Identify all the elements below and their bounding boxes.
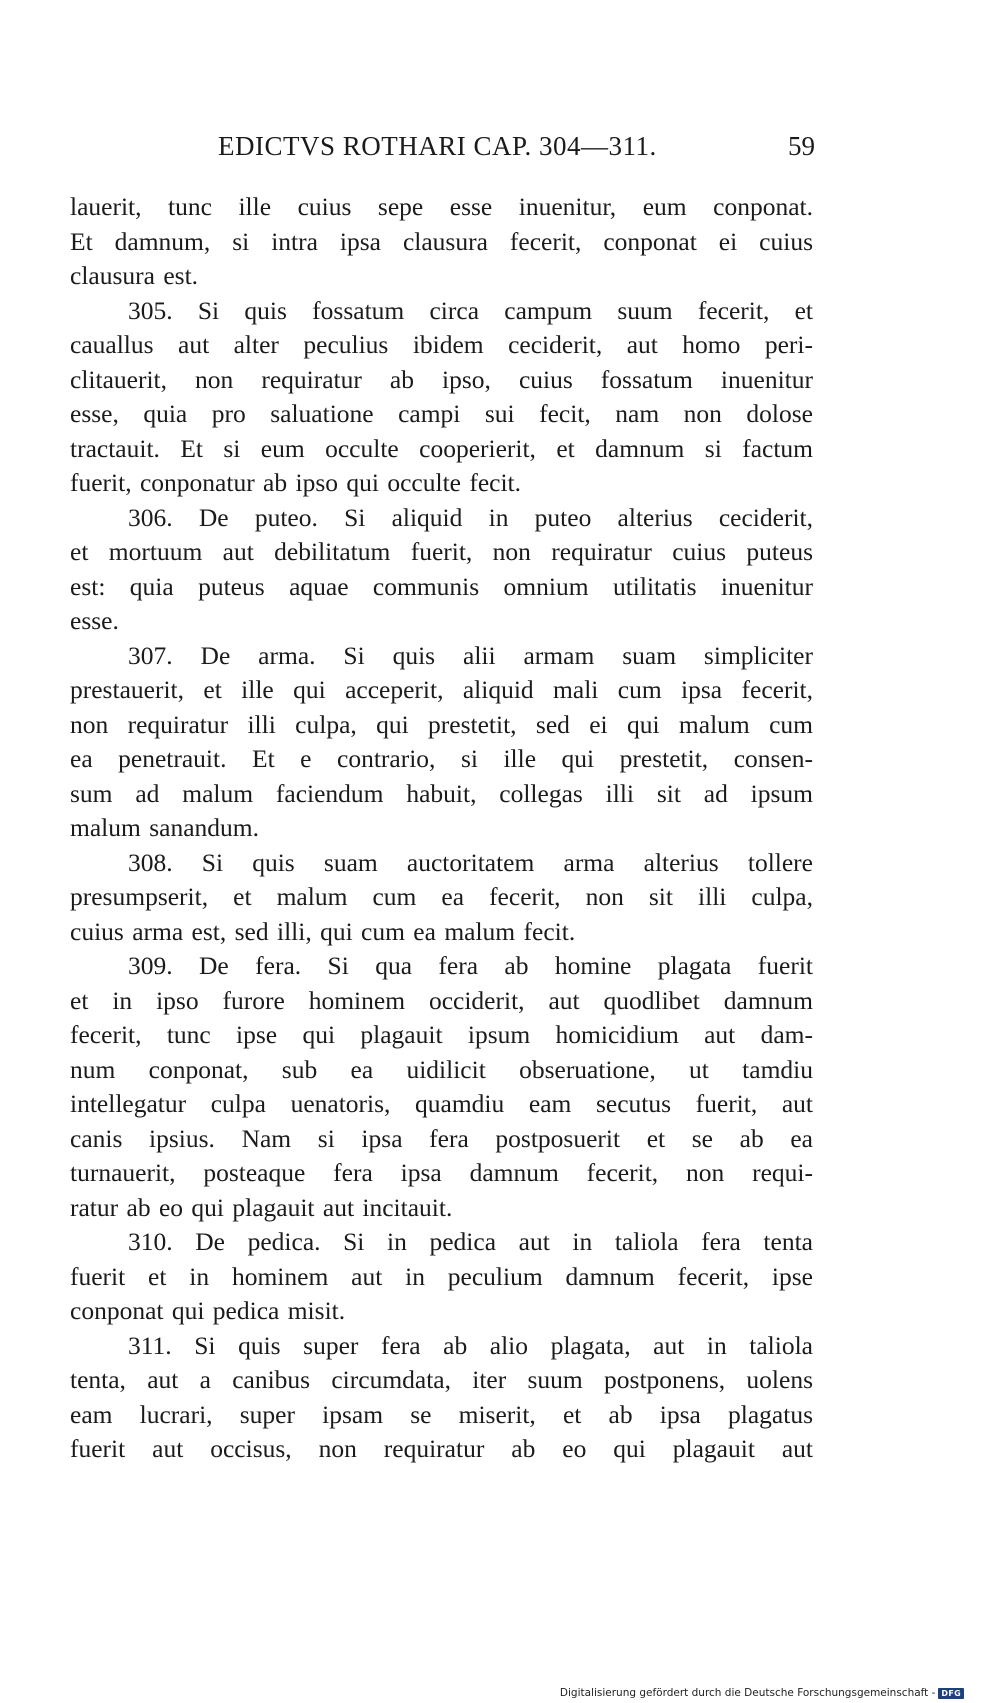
text-line: 307. De arma. Si quis alii armam suam simpliciter [128,640,813,670]
text-line: num conponat, sub ea uidilicit obseruatione, ut tamdiu [70,1054,813,1084]
text-line: esse, quia pro saluatione campi sui fecit, nam non dolose [70,399,813,428]
text-line: intellegatur culpa uenatoris, quamdiu eam secutus fuerit, aut [70,1089,813,1118]
text-line: 306. De puteo. Si aliquid in puteo alterius ceciderit, [128,502,813,532]
text-line: fecerit, tunc ipse qui plagauit ipsum homicidium aut dam- [70,1020,813,1049]
text-line: tenta, aut a canibus circumdata, iter suum postponens, uolens [70,1365,813,1394]
text-line: est: quia puteus aquae communis omnium utilitatis inuenitur [70,571,813,601]
dfg-logo: DFG [938,1688,964,1699]
text-line: ratur ab eo qui plagauit aut incitauit. [70,1192,453,1222]
text-line: non requiratur illi culpa, qui prestetit, sed ei qui malum cum [70,709,813,739]
text-line: tractauit. Et si eum occulte cooperierit, et damnum si factum [70,433,813,463]
text-line: et in ipso furore hominem occiderit, aut quodlibet damnum [70,985,813,1015]
text-line: et mortuum aut debilitatum fuerit, non requiratur cuius puteus [70,537,813,566]
text-line: 311. Si quis super fera ab alio plagata, aut in taliola [128,1330,813,1360]
text-line: 309. De fera. Si qua fera ab homine plagata fuerit [128,951,813,980]
text-line: presumpserit, et malum cum ea fecerit, non sit illi culpa, [70,882,813,911]
text-line: sum ad malum faciendum habuit, collegas illi sit ad ipsum [70,778,813,808]
text-line: turnauerit, posteaque fera ipsa damnum fecerit, non requi- [70,1158,813,1187]
text-line: 308. Si quis suam auctoritatem arma alterius tollere [128,847,813,877]
text-line: cauallus aut alter peculius ibidem ceciderit, aut homo peri- [70,330,813,359]
text-line: Et damnum, si intra ipsa clausura fecerit, conponat ei cuius [70,226,813,256]
text-line: malum sanandum. [70,813,259,842]
text-line: prestauerit, et ille qui acceperit, aliquid mali cum ipsa fecerit, [70,675,813,704]
text-line: eam lucrari, super ipsam se miserit, et ab ipsa plagatus [70,1399,813,1429]
text-line: fuerit et in hominem aut in peculium damnum fecerit, ipse [70,1261,813,1291]
digitization-credit [560,1687,964,1699]
text-line: fuerit, conponatur ab ipso qui occulte fecit. [70,468,522,497]
credit-text: Digitalisierung gefördert durch die Deutsche Forschungsgemeinschaft - [559,1687,936,1699]
text-line: 310. De pedica. Si in pedica aut in taliola fera tenta [128,1227,813,1256]
text-line: lauerit, tunc ille cuius sepe esse inuenitur, eum conponat. [70,192,813,221]
running-head [70,131,815,167]
text-line: clausura est. [70,261,199,290]
text-line: esse. [70,606,119,635]
body-text [70,190,813,1467]
page-number: 59 [788,131,815,161]
text-line: cuius arma est, sed illi, qui cum ea malum fecit. [70,916,576,946]
text-line: canis ipsius. Nam si ipsa fera postposuerit et se ab ea [70,1123,813,1153]
text-line: fuerit aut occisus, non requiratur ab eo qui plagauit aut [70,1434,813,1463]
running-title: EDICTVS ROTHARI CAP. 304—311. [218,131,657,161]
text-line: conponat qui pedica misit. [70,1296,346,1325]
text-line: clitauerit, non requiratur ab ipso, cuius fossatum inuenitur [70,364,813,394]
text-line: ea penetrauit. Et e contrario, si ille qui prestetit, consen- [70,744,813,773]
text-line: 305. Si quis fossatum circa campum suum fecerit, et [128,295,813,325]
